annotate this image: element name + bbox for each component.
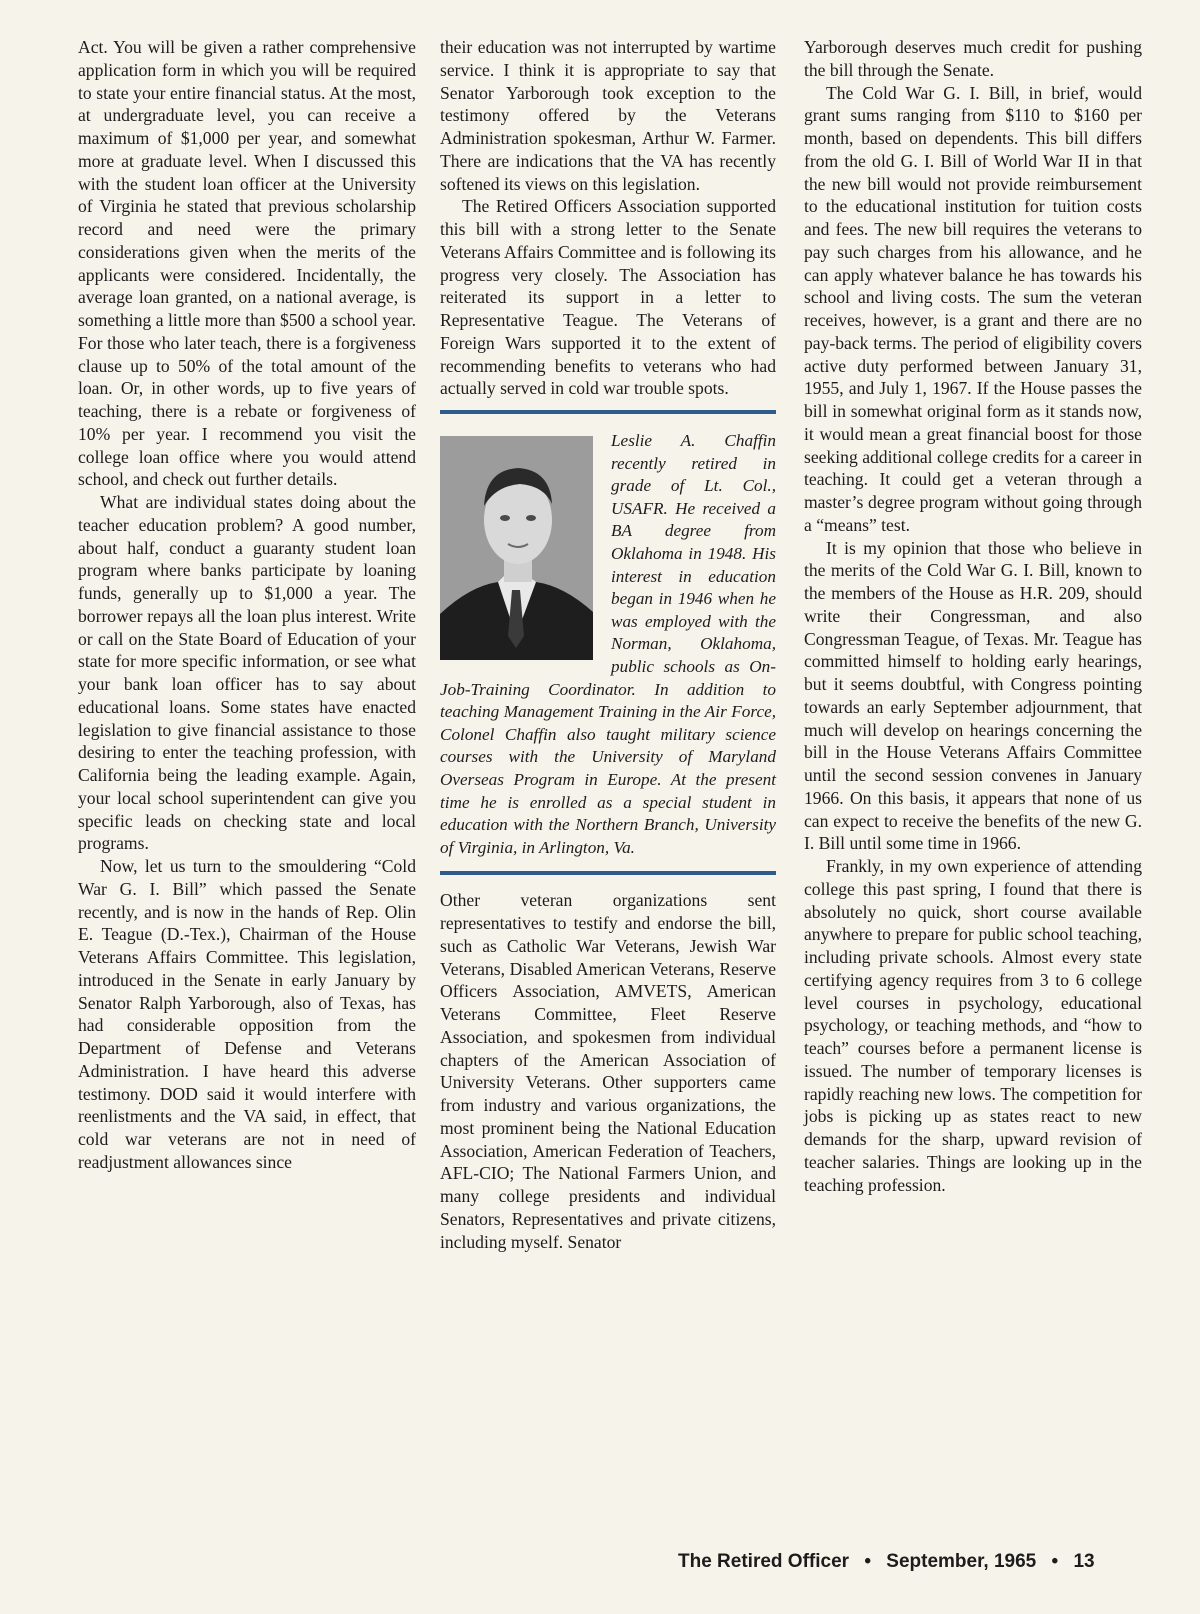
paragraph: The Cold War G. I. Bill, in brief, would grant sums ranging from $110 to $160 per month, based on dependents. This bill differs from the old G. I. Bill of World War II in that the new bill would not provide reimbursement to the educational institution for tuition costs and fees. The new bill requires the veterans to pay such charges from his allowance, and he can apply whatever balance he has towards his school and living costs. The sum the veteran receives, however, is a grant and there are no pay-back terms. The period of eligibility covers active duty performed between January 31, 1955, and July 1, 1967. If the House passes the bill in somewhat original form as it stands now, it would mean a great financial boost for those seeking additional college credits for a career in teaching. It could get a veteran through a master’s degree program without going through a “means” test. bbox=[804, 82, 1142, 535]
sidebar-top-rule bbox=[440, 410, 776, 414]
portrait-illustration bbox=[440, 436, 593, 660]
paragraph: Yarborough deserves much credit for pushing the bill through the Senate. bbox=[804, 37, 1142, 80]
page-number: 13 bbox=[1073, 1551, 1095, 1572]
publication-name: The Retired Officer bbox=[678, 1551, 850, 1572]
paragraph: their education was not interrupted by wartime service. I think it is appropriate to say that Senator Yarborough took exception to the testimony offered by the Veterans Administration spokesman, Arthur W. Farmer. There are indications that the VA has recently softened its views on this legislation. bbox=[440, 37, 776, 194]
paragraph: Act. You will be given a rather comprehensive application form in which you will be required to state your entire financial status. At the most, at undergraduate level, you can receive a maximum of $1,000 per year, and somewhat more at graduate level. When I discussed this with the student loan officer at the University of Virginia he stated that previous scholarship record and need were the primary considerations given when the merits of the applicants were considered. Incidentally, the average loan granted, on a national average, is something a little more than $500 a school year. For those who later teach, there is a forgiveness clause up to 50% of the total amount of the loan. Or, in other words, up to five years of teaching, there is a rebate or forgiveness of 10% per year. I recommend you visit the college loan office where you would attend school, and check out further details. bbox=[78, 37, 416, 490]
article-column-1 bbox=[78, 36, 416, 1174]
paragraph: The Retired Officers Association supported this bill with a strong letter to the Senate Veterans Affairs Committee and is following its progress very closely. The Association has reiterated its support in a letter to Representative Teague. The Veterans of Foreign Wars supported it to the extent of recommending benefits to veterans who had actually served in cold war trouble spots. bbox=[440, 196, 776, 399]
footer-separator: • bbox=[1051, 1551, 1059, 1572]
paragraph: Now, let us turn to the smouldering “Cold War G. I. Bill” which passed the Senate recently, and is now in the hands of Rep. Olin E. Teague (D.-Tex.), Chairman of the House Veterans Affairs Committee. This legislation, introduced in the Senate in early January by Senator Ralph Yarborough, also of Texas, has had considerable opposition from the Department of Defense and Veterans Administration. I have heard this adverse testimony. DOD said it would interfere with reenlistments and the VA said, in effect, that cold war veterans are not in need of readjustment allowances since bbox=[78, 856, 416, 1172]
paragraph: Frankly, in my own experience of attending college this past spring, I found that there is absolutely no quick, short course available anywhere to prepare for public school teaching, including private schools. Almost every state certifying agency requires from 3 to 6 college level courses in psychology, educational psychology, or teaching methods, and “how to teach” courses before a permanent license is issued. The number of temporary licenses is rapidly reaching new lows. The competition for jobs is picking up as states react to new demands for the sharp, upward revision of teacher salaries. Things are looking up in the teaching profession. bbox=[804, 856, 1142, 1195]
article-column-3 bbox=[804, 36, 1142, 1196]
page-footer bbox=[678, 1551, 1148, 1573]
footer-separator: • bbox=[864, 1551, 871, 1572]
article-column-2 bbox=[440, 36, 776, 1253]
sidebar-bottom-rule bbox=[440, 871, 776, 875]
paragraph: Other veteran organizations sent representatives to testify and endorse the bill, such as Catholic War Veterans, Jewish War Veterans, Disabled American Veterans, Reserve Officers Association, AMVETS, American Veterans Committee, Fleet Reserve Association, and spokesmen from individual chapters of the American Association of University Veterans. Other supporters came from industry and various organizations, the most prominent being the National Education Association, American Federation of Teachers, AFL-CIO; The National Farmers Union, and many college presidents and individual Senators, Representatives and private citizens, including myself. Senator bbox=[440, 890, 776, 1252]
author-bio-text: Leslie A. Chaffin recently retired in grade of Lt. Col., USAFR. He received a BA degree from Oklahoma in 1948. His interest in education began in 1946 when he was employed with the Norman, Oklahoma, public schools as On-Job-Training Coordinator. In addition to teaching Management Training in the Air Force, Colonel Chaffin also taught military science courses with the University of Maryland Overseas Program in Europe. At the present time he is enrolled as a special student in education with the Northern Branch, University of Virginia, in Arlington, Va. bbox=[440, 431, 776, 857]
paragraph: It is my opinion that those who believe in the merits of the Cold War G. I. Bill, known to the members of the House as H.R. 209, should write their Congressman, and also Congressman Teague, of Texas. Mr. Teague has committed himself to holding early hearings, but it seems doubtful, with Congress pointing towards an early September adjournment, that much will develop on hearings concerning the bill in the House Veterans Affairs Committee until the second session convenes in January 1966. On this basis, it appears that none of us can expect to receive the benefits of the new G. I. Bill until some time in 1966. bbox=[804, 537, 1142, 854]
author-portrait-photo bbox=[440, 436, 593, 660]
paragraph: What are individual states doing about the teacher education problem? A good number, about half, conduct a guaranty student loan program where banks participate by loaning funds, generally up to $1,000 a year. The borrower repays all the loan plus interest. Write or call on the State Board of Education of your state for more specific information, or see what your bank loan officer has to say about educational loans. Some states have enacted legislation to give financial assistance to those desiring to enter the teaching profession, with California being the leading example. Again, your local school superintendent can give you specific leads on checking state and local programs. bbox=[78, 492, 416, 854]
issue-date: September, 1965 bbox=[886, 1551, 1037, 1572]
author-bio-sidebar bbox=[440, 430, 776, 859]
